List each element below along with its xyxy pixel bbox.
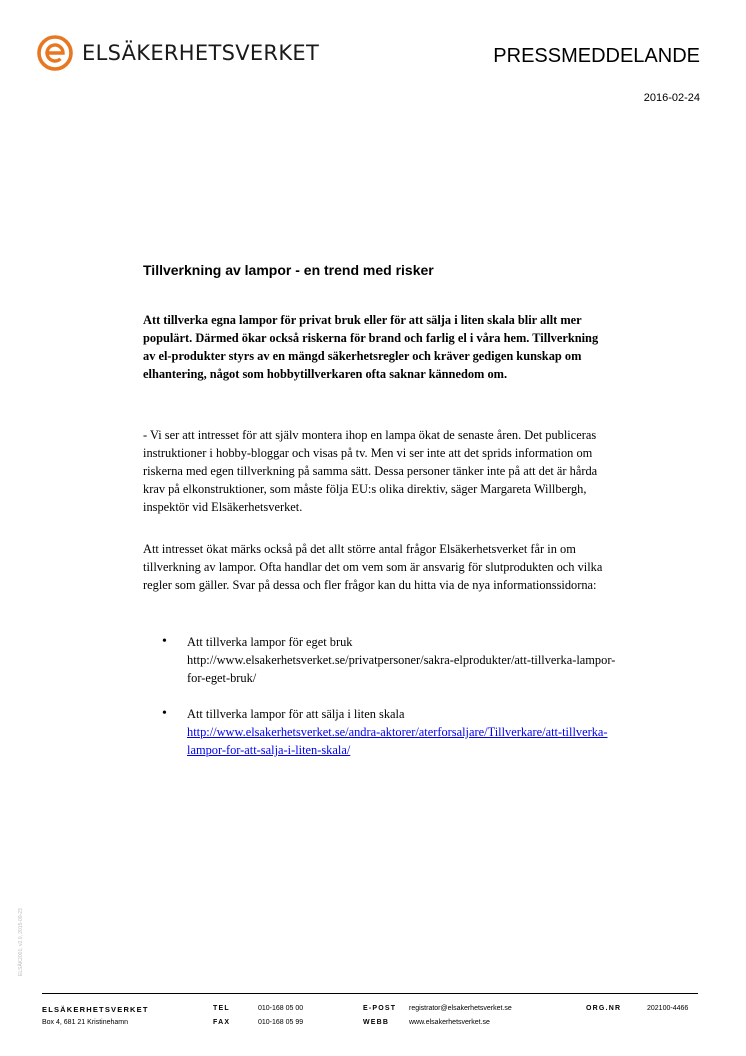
link-title: Att tillverka lampor för att sälja i liten skala <box>187 707 405 721</box>
footer-tel-label: TEL <box>213 1005 230 1012</box>
article-paragraph: Att intresset ökat märks också på det allt större antal frågor Elsäkerhetsverket får in om tillverkning av lampor. Ofta handlar det om vem som är ansvarig för slutprodukten och vilka regler som gäller. Svar på dessa och fler frågor kan du hitta via de nya informationssidorna: <box>143 542 603 592</box>
footer-org-name: ELSÄKERHETSVERKET <box>42 1005 149 1014</box>
footer-fax: 010-168 05 99 <box>258 1019 304 1026</box>
footer-tel: 010-168 05 00 <box>258 1005 304 1012</box>
elsakerhetsverket-logo <box>36 34 319 72</box>
list-item <box>187 705 632 759</box>
template-code <box>14 870 26 980</box>
footer-email: registrator@elsakerhetsverket.se <box>409 1005 512 1012</box>
link-title: Att tillverka lampor för eget bruk <box>187 635 353 649</box>
footer-orgnr: 202100-4466 <box>647 1005 689 1012</box>
footer-email-label: E-POST <box>363 1005 397 1012</box>
article-paragraph: - Vi ser att intresset för att själv montera ihop en lampa ökat de senaste åren. Det publiceras instruktioner i hobby-bloggar och visas på tv. Men vi ser inte att det sprids information om riskerna med egen tillverkning på samma sätt. Dessa personer tänker inte på att det är hårda krav på elkonstruktioner, som måste följa EU:s olika direktiv, säger Margareta Willbergh, inspektör vid Elsäkerhetsverket. <box>143 428 598 514</box>
list-item <box>187 633 632 687</box>
footer-address: Box 4, 681 21 Kristinehamn <box>42 1019 128 1026</box>
footer-orgnr-label: ORG.NR <box>586 1005 622 1012</box>
template-code-text: ELSÄK2001, v2.0, 2015-09-23 <box>18 908 24 976</box>
external-link[interactable]: http://www.elsakerhetsverket.se/andra-aktorer/aterforsaljare/Tillverkare/att-tillverka-lampor-for-att-salja-i-liten-skala/ <box>187 725 608 757</box>
footer-web-label: WEBB <box>363 1019 390 1026</box>
footer-divider <box>42 993 698 994</box>
logo-e-icon <box>36 34 74 72</box>
article-lead: Att tillverka egna lampor för privat bruk eller för att sälja i liten skala blir allt mer populärt. Därmed ökar också riskerna för brand och farlig el i våra hem. Tillverkning av el-produkter styrs av en mängd säkerhetsregler och kräver gedigen kunskap om elhantering, något som hobbytillverkaren ofta saknar kännedom om. <box>143 313 599 381</box>
footer-fax-label: FAX <box>213 1019 231 1026</box>
document-type: PRESSMEDDELANDE <box>493 45 700 67</box>
logo-wordmark: ELSÄKERHETSVERKET <box>82 41 320 65</box>
footer-web: www.elsakerhetsverket.se <box>409 1019 490 1026</box>
info-links-list <box>160 633 632 777</box>
document-date: 2016-02-24 <box>643 92 700 104</box>
article-headline: Tillverkning av lampor - en trend med risker <box>143 262 434 278</box>
link-url-text: http://www.elsakerhetsverket.se/privatpersoner/sakra-elprodukter/att-tillverka-lampor-for-eget-bruk/ <box>187 653 616 685</box>
